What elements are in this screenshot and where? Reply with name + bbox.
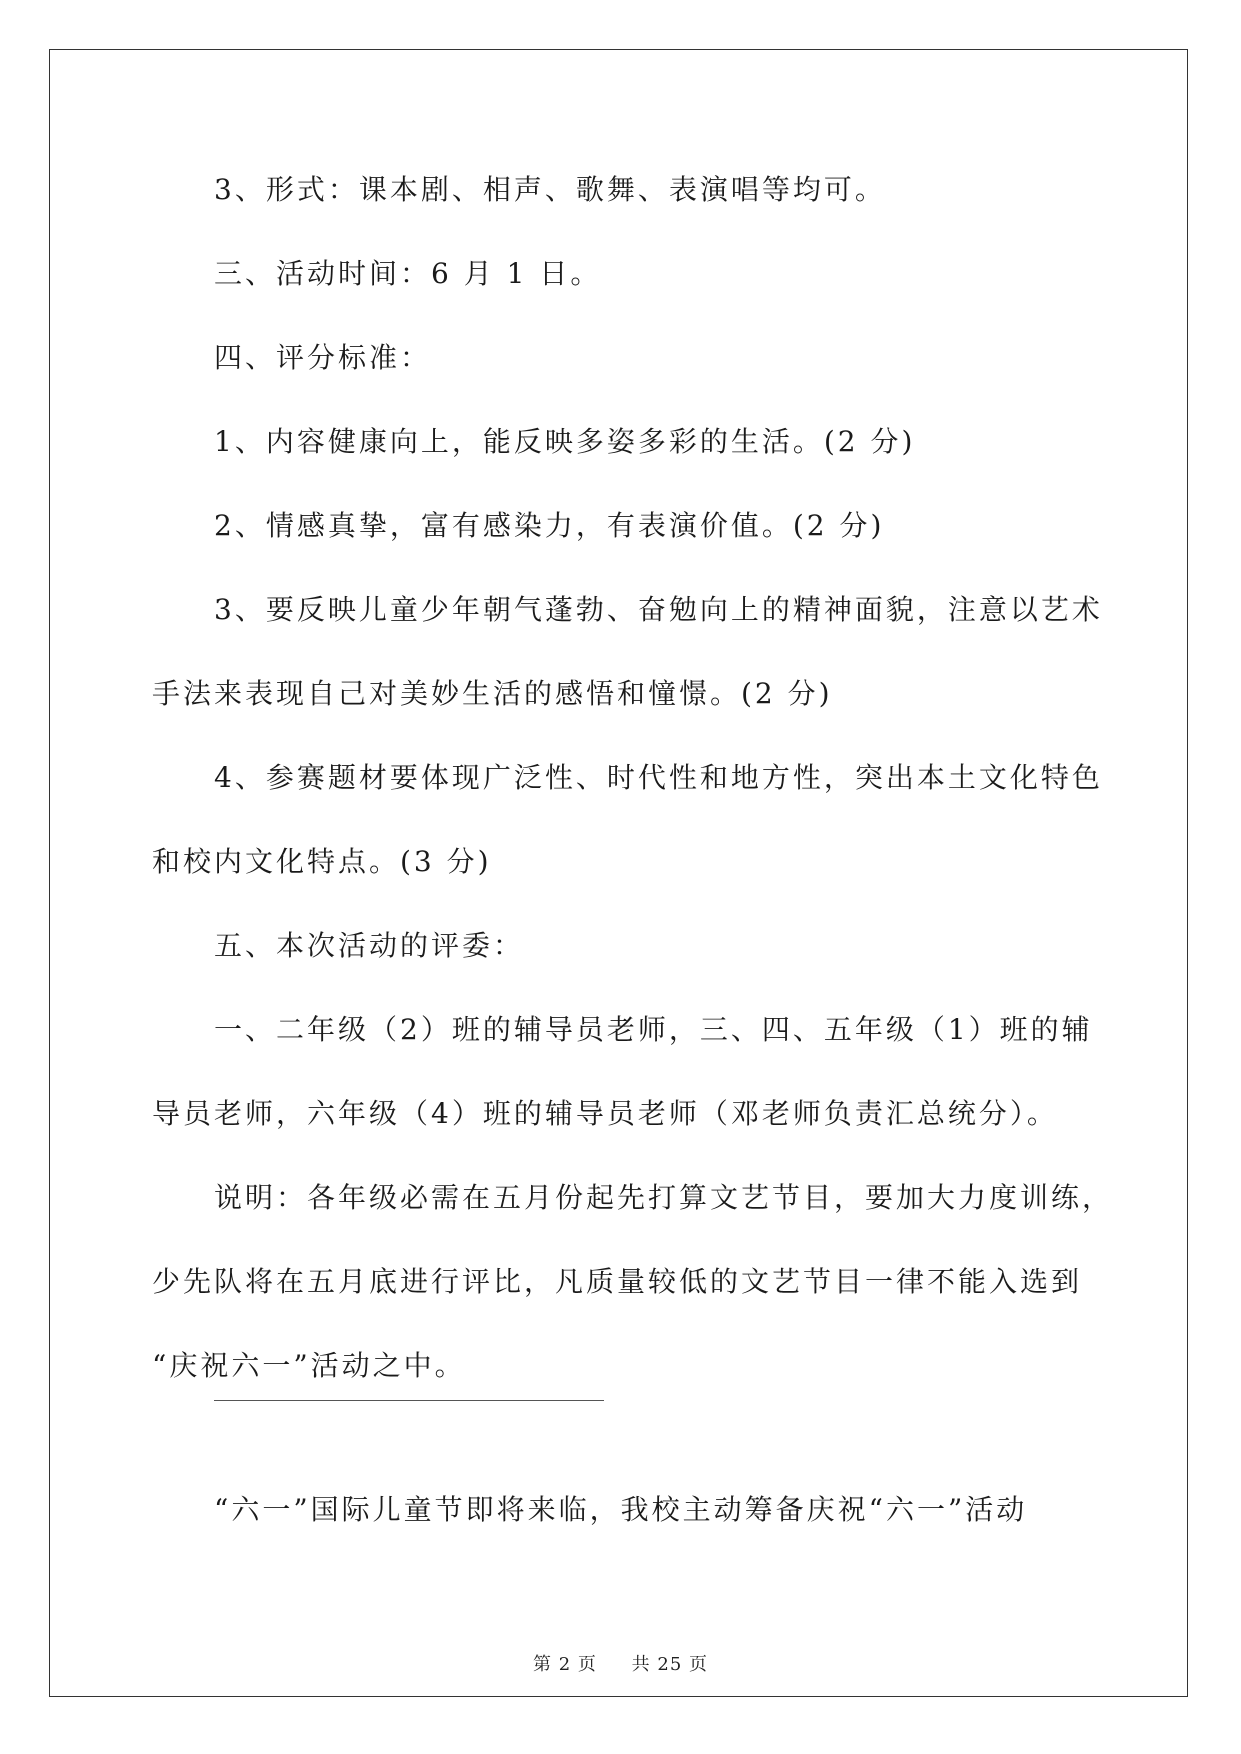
paragraph-line: 手法来表现自己对美妙生活的感悟和憧憬。(2 分) xyxy=(152,677,833,710)
paragraph-line: “庆祝六一”活动之中。 xyxy=(152,1349,466,1382)
paragraph-line: 3、形式：课本剧、相声、歌舞、表演唱等均可。 xyxy=(214,173,886,206)
paragraph-line: 少先队将在五月底进行评比，凡质量较低的文艺节目一律不能入选到 xyxy=(152,1265,1083,1298)
paragraph-line: 说明：各年级必需在五月份起先打算文艺节目，要加大力度训练， xyxy=(214,1181,1114,1214)
paragraph-line: 4、参赛题材要体现广泛性、时代性和地方性，突出本土文化特色 xyxy=(214,761,1103,794)
paragraph-line: 1、内容健康向上，能反映多姿多彩的生活。(2 分) xyxy=(214,425,916,458)
paragraph-line: 3、要反映儿童少年朝气蓬勃、奋勉向上的精神面貌，注意以艺术 xyxy=(214,593,1103,626)
section-heading: 四、评分标准： xyxy=(214,341,432,374)
paragraph-line: 和校内文化特点。(3 分) xyxy=(152,845,492,878)
section-heading: 三、活动时间：6 月 1 日。 xyxy=(214,257,602,290)
page-number: 第 2 页 xyxy=(533,1654,597,1675)
page-footer xyxy=(0,1650,1241,1676)
section-heading: 五、本次活动的评委： xyxy=(214,929,525,962)
section-divider xyxy=(214,1400,604,1401)
paragraph-line: 2、情感真挚，富有感染力，有表演价值。(2 分) xyxy=(214,509,885,542)
paragraph-line: “六一”国际儿童节即将来临，我校主动筹备庆祝“六一”活动 xyxy=(214,1493,1028,1526)
paragraph-line: 导员老师，六年级（4）班的辅导员老师（邓老师负责汇总统分）。 xyxy=(152,1097,1058,1130)
page-total: 共 25 页 xyxy=(631,1654,708,1675)
paragraph-line: 一、二年级（2）班的辅导员老师，三、四、五年级（1）班的辅 xyxy=(214,1013,1093,1046)
